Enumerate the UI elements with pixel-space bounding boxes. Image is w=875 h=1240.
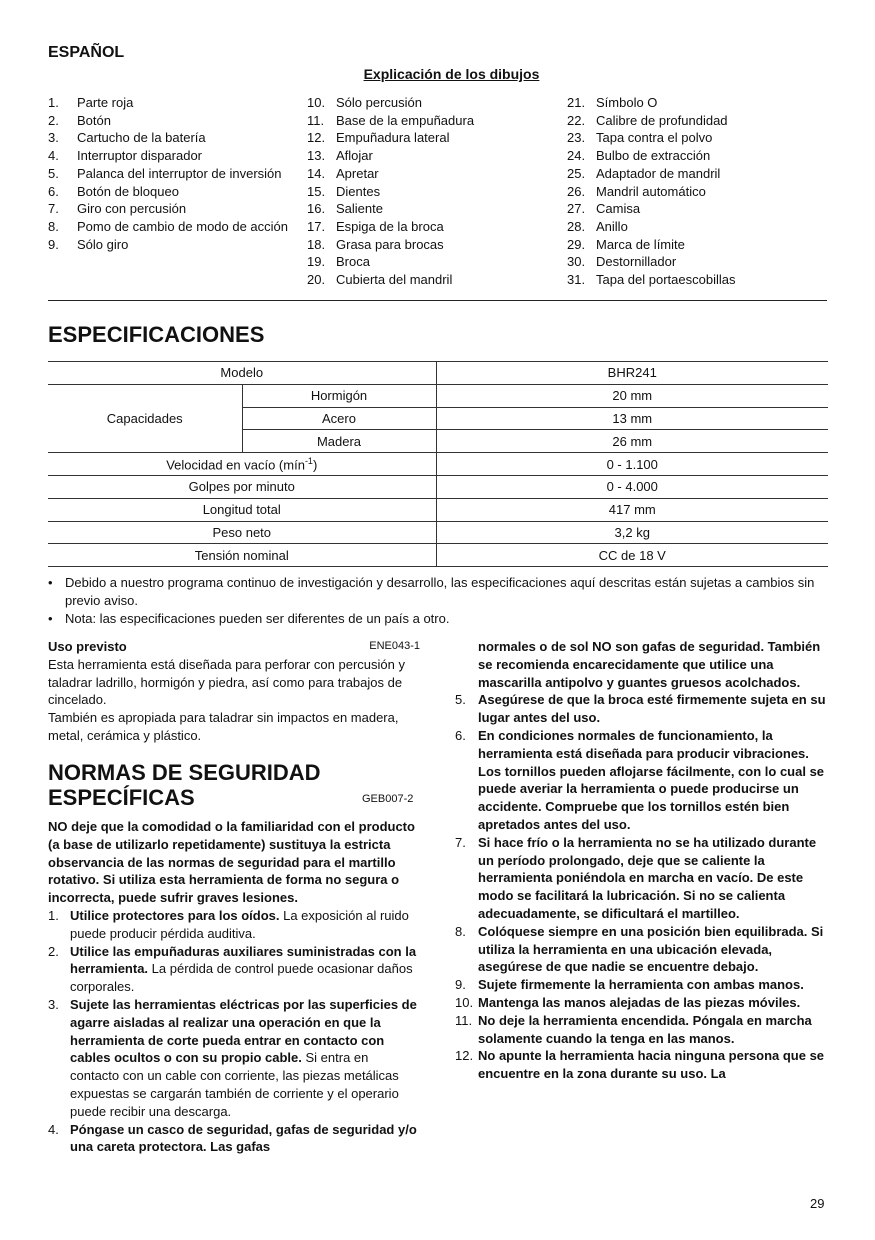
legend-item: 28. Anillo — [567, 218, 628, 234]
table-cell: Hormigón — [242, 384, 436, 407]
section-code: GEB007-2 — [362, 793, 414, 805]
legend-item: 18. Grasa para brocas — [307, 236, 444, 252]
table-cell: Peso neto — [48, 521, 436, 544]
list-item: 3. Sujete las herramientas eléctricas por las superficies de agarre aisladas al realizar una operación en que la herramienta de corte pueda entrar en contacto con cables ocultos o con su propio cable. Si entra en contacto con un cable con corriente, las piezas metálicas expuestas se cargarán también de corriente y el operario puede recibir una descarga. — [48, 996, 417, 1119]
list-item: • Debido a nuestro programa continuo de investigación y desarrollo, las especificaciones aquí descritas están sujetas a cambios sin previo aviso. — [48, 575, 815, 608]
table-cell: 0 - 4.000 — [436, 475, 828, 498]
intended-use-title: Uso previsto — [48, 639, 127, 654]
table-cell: Acero — [242, 407, 436, 430]
table-cell: 417 mm — [436, 498, 828, 521]
section-code: ENE043-1 — [369, 640, 420, 652]
legend-item: 31. Tapa del portaescobillas — [567, 272, 736, 288]
specs-title: ESPECIFICACIONES — [48, 322, 265, 347]
legend-item: 23. Tapa contra el polvo — [567, 130, 713, 146]
list-item: 9. Sujete firmemente la herramienta con ambas manos. — [455, 977, 804, 993]
legend-item: 3. Cartucho de la batería — [48, 130, 206, 146]
safety-left-column — [48, 818, 420, 1156]
table-row — [48, 475, 828, 498]
table-row — [48, 521, 828, 544]
list-item: 12. No apunte la herramienta hacia ninguna persona que se encuentre en la zona durante su uso. La — [455, 1048, 825, 1082]
legend-item: 8. Pomo de cambio de modo de acción — [48, 218, 289, 234]
legend-title: Explicación de los dibujos — [363, 66, 540, 82]
list-item: 5. Asegúrese de que la broca esté firmemente sujeta en su lugar antes del uso. — [455, 692, 826, 726]
legend-item: 30. Destornillador — [567, 254, 677, 270]
table-cell: Tensión nominal — [48, 544, 436, 567]
safety-right-column — [455, 638, 827, 1083]
list-item: 1. Utilice protectores para los oídos. La exposición al ruido puede producir pérdida auditiva. — [48, 907, 409, 941]
legend-item: 9. Sólo giro — [48, 236, 129, 252]
list-item: • Nota: las especificaciones pueden ser diferentes de un país a otro. — [48, 611, 450, 626]
legend-item: 5. Palanca del interruptor de inversión — [48, 165, 282, 181]
legend-item: 11. Base de la empuñadura — [307, 112, 475, 128]
legend-item: 26. Mandril automático — [567, 183, 706, 199]
table-cell: 20 mm — [436, 384, 828, 407]
table-row — [48, 384, 828, 407]
safety-intro: NO deje que la comodidad o la familiaridad con el producto (a base de utilizarlo repetidamente) sustituya la estricta observancia de las normas de seguridad para el martillo rotativo. Si utiliza esta herramienta de forma no segura o incorrecta, puede sufrir graves lesiones. — [48, 819, 415, 906]
language-heading: ESPAÑOL — [48, 44, 125, 61]
table-row — [48, 453, 828, 476]
legend-column-2 — [307, 94, 547, 289]
table-cell: 13 mm — [436, 407, 828, 430]
legend-item: 25. Adaptador de mandril — [567, 165, 721, 181]
paragraph: normales o de sol NO son gafas de seguridad. También se recomienda encarecidamente que utilice una mascarilla antipolvo y guantes gruesos acolchados. — [478, 639, 821, 690]
legend-item: 16. Saliente — [307, 201, 383, 217]
legend-item: 17. Espiga de la broca — [307, 218, 444, 234]
table-cell: 3,2 kg — [436, 521, 828, 544]
legend-item: 27. Camisa — [567, 201, 641, 217]
legend-item: 29. Marca de límite — [567, 236, 685, 252]
legend-item: 12. Empuñadura lateral — [307, 130, 450, 146]
divider — [48, 300, 827, 301]
intended-use-section — [48, 638, 420, 745]
table-cell: 0 - 1.100 — [436, 453, 828, 476]
list-item: 4. Póngase un casco de seguridad, gafas de seguridad y/o una careta protectora. Las gafas — [48, 1121, 417, 1155]
legend-item: 2. Botón — [48, 112, 111, 128]
list-item: 7. Si hace frío o la herramienta no se ha utilizado durante un período prolongado, deje que se caliente la herramienta poniéndola en marcha en vacío. De este modo se facilitará la lubricación. Si no se calienta adecuadamente, se dificultará el martilleo. — [455, 834, 817, 921]
legend-item: 20. Cubierta del mandril — [307, 272, 453, 288]
paragraph: Esta herramienta está diseñada para perforar con percusión y taladrar ladrillo, hormigón y piedra, así como para trabajos de cincelado. — [48, 656, 405, 708]
table-cell: Golpes por minuto — [48, 475, 436, 498]
paragraph: También es apropiada para taladrar sin impactos en madera, metal, cerámica y plástico. — [48, 710, 399, 743]
legend-column-3 — [567, 94, 827, 289]
table-cell: Capacidades — [48, 384, 242, 452]
legend-item: 7. Giro con percusión — [48, 201, 187, 217]
legend-item: 19. Broca — [307, 254, 370, 270]
legend-item: 1. Parte roja — [48, 95, 134, 110]
list-item: 6. En condiciones normales de funcionamiento, la herramienta está diseñada para producir vibraciones. Los tornillos pueden aflojarse fácilmente, con lo cual se puede averiar la herramienta o puede producirse un accidente. Compruebe que los tornillos estén bien apretados antes del uso. — [455, 727, 825, 832]
legend-item: 6. Botón de bloqueo — [48, 183, 179, 199]
table-row — [48, 498, 828, 521]
legend-item: 24. Bulbo de extracción — [567, 148, 711, 164]
table-cell: CC de 18 V — [436, 544, 828, 567]
legend-item: 14. Apretar — [307, 165, 379, 181]
table-cell: Longitud total — [48, 498, 436, 521]
table-cell: BHR241 — [436, 362, 828, 385]
table-row — [48, 544, 828, 567]
legend-item: 13. Aflojar — [307, 148, 373, 164]
table-cell: Madera — [242, 430, 436, 453]
table-cell: Velocidad en vacío (mín$^{-1}$) — [48, 453, 436, 476]
legend-item: 15. Dientes — [307, 183, 381, 199]
safety-title: NORMAS DE SEGURIDAD ESPECÍFICAS — [48, 760, 321, 810]
page-number: 29 — [810, 1196, 825, 1211]
list-item: 11. No deje la herramienta encendida. Póngala en marcha solamente cuando la tenga en las manos. — [455, 1012, 812, 1046]
specs-table — [48, 361, 828, 567]
legend-item: 4. Interruptor disparador — [48, 148, 203, 164]
table-cell: Modelo — [48, 362, 436, 385]
list-item: 2. Utilice las empuñaduras auxiliares suministradas con la herramienta. La pérdida de control puede ocasionar daños corporales. — [48, 943, 417, 995]
table-cell: 26 mm — [436, 430, 828, 453]
legend-item: 22. Calibre de profundidad — [567, 112, 728, 128]
spec-notes — [48, 574, 828, 628]
list-item: 10. Mantenga las manos alejadas de las piezas móviles. — [455, 994, 801, 1010]
list-item: 8. Colóquese siempre en una posición bien equilibrada. Si utiliza la herramienta en una ubicación elevada, asegúrese de que nadie se encuentre debajo. — [455, 923, 824, 975]
table-row — [48, 362, 828, 385]
legend-item: 10. Sólo percusión — [307, 95, 422, 110]
legend-column-1 — [48, 94, 288, 253]
legend-item: 21. Símbolo O — [567, 95, 658, 110]
